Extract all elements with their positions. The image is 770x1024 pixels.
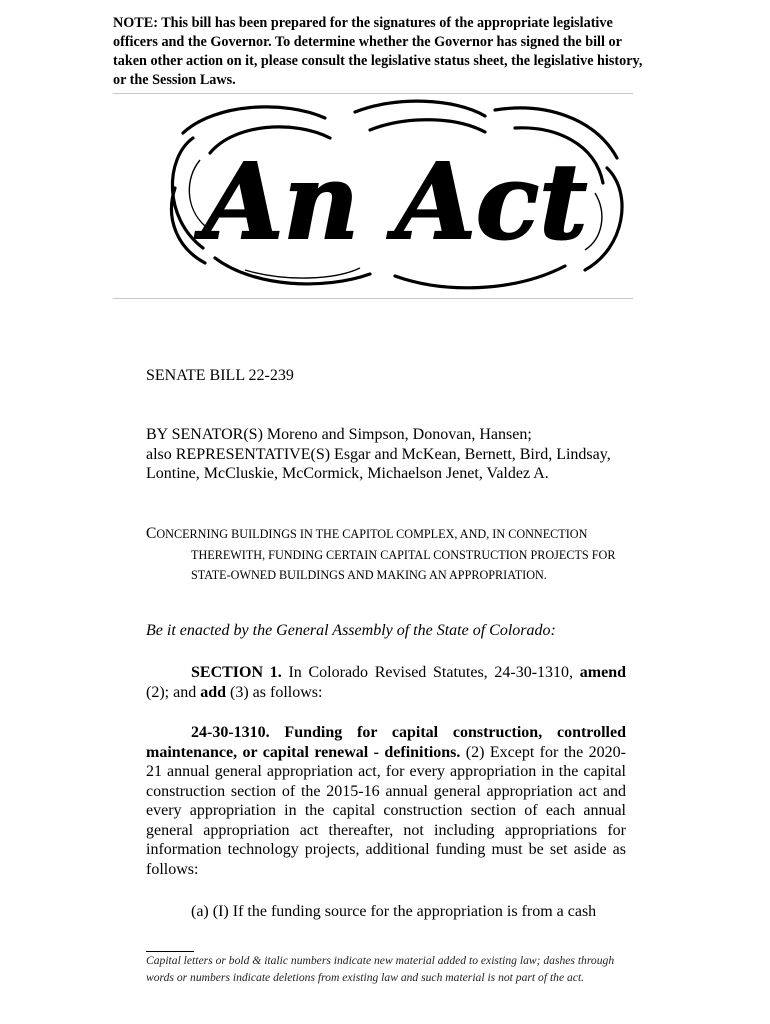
an-act-logo (155, 98, 635, 294)
enacting-clause: Be it enacted by the General Assembly of the State of Colorado: (146, 622, 556, 639)
statute-paragraph (146, 723, 626, 879)
header-divider-bottom (113, 298, 633, 299)
subsection-a-paragraph: (a) (I) If the funding source for the appropriation is from a cash (191, 903, 597, 920)
header-divider-top (113, 93, 633, 94)
bill-title-initial: C (146, 525, 157, 542)
statute-text: (2) Except for the 2020-21 annual general appropriation act, for every appropriation in the capital construction section of the 2015-16 annual general appropriation act and every appropriation in the capital construction section of each annual general appropriation act thereafter, not including appropriations for information technology projects, additional funding must be set aside as follows: (146, 743, 627, 878)
add-keyword: add (200, 683, 226, 701)
an-act-logo-text: An Act (202, 140, 588, 263)
amend-keyword: amend (579, 664, 626, 681)
senate-sponsors: BY SENATOR(S) Moreno and Simpson, Donovan, Hansen; (146, 426, 532, 443)
an-act-flourish-graphic (155, 98, 635, 294)
footnote: Capital letters or bold & italic numbers indicate new material added to existing law; dashes through words or numbers indicate deletions from existing law and such material is not part of the act. (146, 954, 615, 984)
section-1-heading: SECTION 1. (191, 664, 282, 681)
bill-title-text: ONCERNING BUILDINGS IN THE CAPITOL COMPLEX, AND, IN CONNECTION THEREWITH, FUNDING CERTAIN CAPITAL CONSTRUCTION PROJECTS FOR STATE-OWNED BUILDINGS AND MAKING AN APPROPRIATION. (156, 527, 616, 582)
bill-number: SENATE BILL 22-239 (146, 367, 294, 384)
sponsors (146, 425, 646, 484)
statute-heading: 24-30-1310. Funding for capital construction, controlled maintenance, or capital renewal - definitions. (146, 724, 626, 761)
footnote-divider (146, 951, 194, 952)
section-1-paragraph (146, 663, 626, 702)
section-1-text: In Colorado Revised Statutes, 24-30-1310, (281, 664, 580, 681)
house-sponsors: also REPRESENTATIVE(S) Esgar and McKean, Bernett, Bird, Lindsay, Lontine, McCluskie, McCormick, Michaelson Jenet, Valdez A. (146, 445, 611, 482)
bill-title (146, 524, 636, 586)
section-1-text-2: (2); and (146, 683, 201, 701)
section-1-text-3: (3) as follows: (226, 683, 323, 701)
signature-note: NOTE: This bill has been prepared for the signatures of the appropriate legislative officers and the Governor. To determine whether the Governor has signed the bill or taken other action on it, please consult the legislative status sheet, the legislative history, or the Session Laws. (113, 15, 643, 88)
